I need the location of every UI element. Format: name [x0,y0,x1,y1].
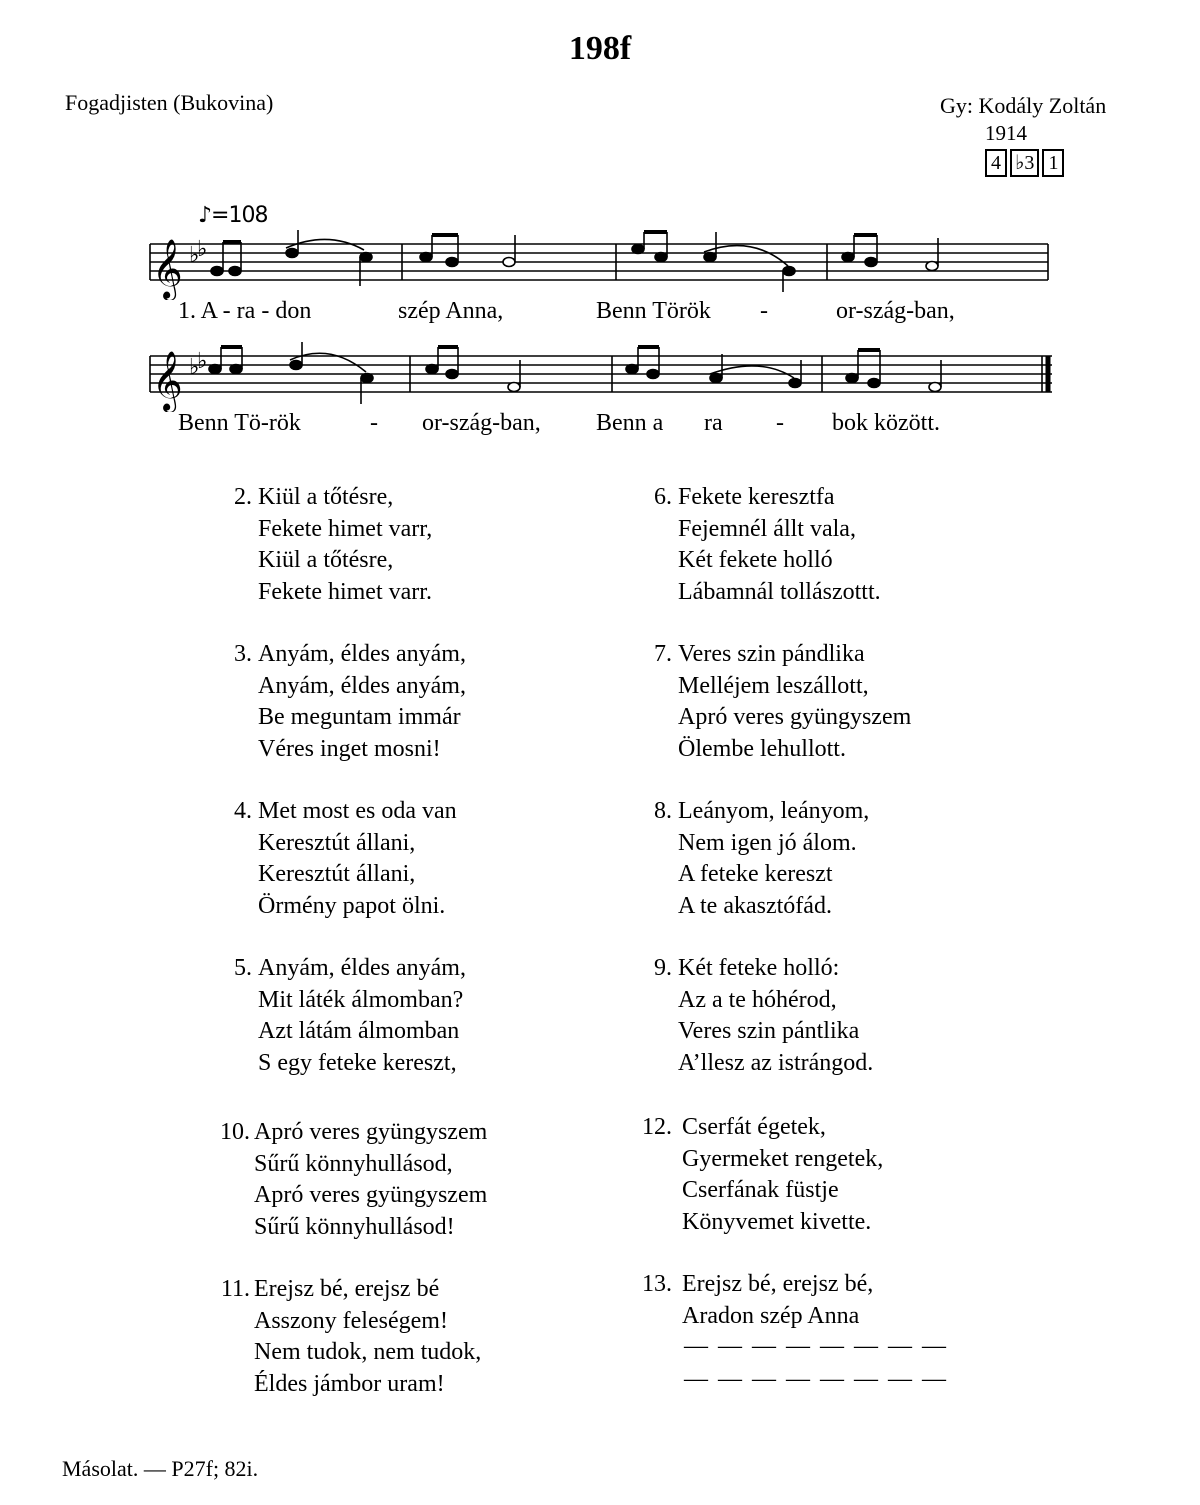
verse-line: Keresztút állani, [258,829,416,856]
page-title: 198f [568,30,632,67]
lyric-syllables: szép Anna, [398,298,504,324]
lyric-syllables: - [776,410,784,436]
verse-line: Kiül a tőtésre, [258,484,394,510]
verse-line: Anyám, éldes anyám, [258,955,466,981]
verse-line: Kiül a tőtésre, [258,547,394,573]
verse-line: Met most es oda van [258,798,457,824]
verse-line: Nem tudok, nem tudok, [254,1339,482,1365]
verse-line: Gyermeket rengetek, [682,1145,884,1172]
verse-block [210,1274,610,1404]
verse-block [632,796,1052,926]
music-staff-2 [0,342,1200,412]
verse-number: 4. [234,798,252,824]
verse-line: Nem igen jó álom. [678,829,857,856]
verse-line: Be meguntam immár [258,704,461,730]
verse-line: Anyám, éldes anyám, [258,641,466,667]
verse-line: Fekete himet varr. [258,578,432,605]
flat-icon: ♭ [197,349,208,374]
verse-line: Az a te hóhérod, [678,986,837,1013]
verse-block [632,482,1052,612]
verse-line: Cserfát égetek, [682,1114,826,1140]
verse-line: Véres inget mosni! [258,735,441,762]
treble-clef-icon: 𝄞 [152,351,183,411]
staff-lines [150,356,1052,392]
lyric-syllables: Benn Török [596,298,711,324]
verse-line: Leányom, leányom, [678,798,870,824]
verse-number: 8. [654,798,672,824]
verse-line: Keresztút állani, [258,861,416,887]
flat-icon: ♭ [189,243,200,268]
verse-line: Veres szin pántlika [678,1018,860,1044]
staff-lines [150,244,1048,280]
code-box: 1 [1042,149,1064,177]
lyric-syllables: 1. A - ra - don [178,298,312,324]
verse-number: 7. [654,641,672,667]
verse-line: Fekete himet varr, [258,515,433,542]
lyric-syllables: or-szág-ban, [836,298,955,324]
verse-line: S egy feteke kereszt, [258,1049,457,1076]
verse-line: Apró veres gyüngyszem [678,704,912,730]
verse-block [212,639,612,769]
verse-number: 12. [642,1114,672,1140]
song-origin: Fogadjisten (Bukovina) [65,90,274,115]
lyric-syllables: Benn a [596,410,664,436]
verse-line: Könyvemet kivette. [682,1208,872,1235]
verse-line: A feteke kereszt [678,861,833,887]
verse-line: Ölembe lehullott. [678,735,846,762]
code-box: 4 [985,149,1007,177]
verse-block [632,639,1052,769]
verse-line: Fekete keresztfa [678,484,835,510]
verse-line: Aradon szép Anna [682,1302,860,1329]
lyric-syllables: - [760,298,768,324]
verse-number: 2. [234,484,252,510]
verse-line: Két feteke holló: [678,955,840,981]
verse-block [212,953,612,1083]
flat-icon: ♭ [189,355,200,380]
year: 1914 [985,121,1027,145]
lyric-syllables: ra [704,410,723,436]
omitted-line: — — — — — — — — [684,1333,948,1359]
verse-line: Éldes jámbor uram! [254,1370,445,1397]
verse-number: 10. [220,1119,250,1145]
verse-line: Anyám, éldes anyám, [258,672,466,699]
lyric-syllables: Benn Tö-rök [178,410,301,436]
verse-line: Sűrű könnyhullásod! [254,1213,455,1240]
verse-line: Két fekete holló [678,547,833,573]
footer-note: Másolat. — P27f; 82i. [62,1456,259,1481]
notes [211,230,938,292]
flat-icon: ♭ [197,237,208,262]
music-staff-1 [0,230,1200,300]
verse-line: Örmény papot ölni. [258,892,446,919]
classification-codes [985,149,1064,177]
lyric-syllables: bok között. [832,410,940,436]
verse-line: Fejemnél állt vala, [678,515,856,542]
verse-block [212,796,612,926]
verse-line: Lábamnál tollászottt. [678,578,881,605]
verse-line: Apró veres gyüngyszem [254,1119,488,1145]
verse-number: 5. [234,955,252,981]
verse-line: Melléjem leszállott, [678,672,869,699]
lyric-syllables: or-szág-ban, [422,410,541,436]
verse-line: A’llesz az istrángod. [678,1049,874,1076]
verse-block [212,482,612,612]
code-box: ♭3 [1010,149,1039,177]
verse-line: Apró veres gyüngyszem [254,1182,488,1208]
verse-line: A te akasztófád. [678,892,832,919]
verse-line: Azt látám álmomban [258,1018,460,1044]
arranger: Gy: Kodály Zoltán [940,93,1107,118]
verse-block [632,1112,1052,1242]
verse-number: 6. [654,484,672,510]
verse-line: Erejsz bé, erejsz bé, [682,1271,874,1297]
verse-number: 11. [220,1276,250,1302]
verse-line: Cserfának füstje [682,1177,839,1203]
verse-line: Asszony feleségem! [254,1307,448,1334]
verse-number: 3. [234,641,252,667]
treble-clef-icon: 𝄞 [152,239,183,299]
lyric-syllables: - [370,410,378,436]
verse-line: Erejsz bé, erejsz bé [254,1276,440,1302]
verse-number: 13. [642,1271,672,1297]
verse-line: Veres szin pándlika [678,641,865,667]
verse-line: Mit láték álmomban? [258,986,464,1013]
verse-block [210,1117,610,1247]
verse-number: 9. [654,955,672,981]
verse-block [632,953,1052,1083]
omitted-line: — — — — — — — — [684,1366,948,1392]
verse-line: Sűrű könnyhullásod, [254,1150,453,1177]
notes [209,342,941,404]
tempo-marking: ♪=108 [198,203,268,228]
